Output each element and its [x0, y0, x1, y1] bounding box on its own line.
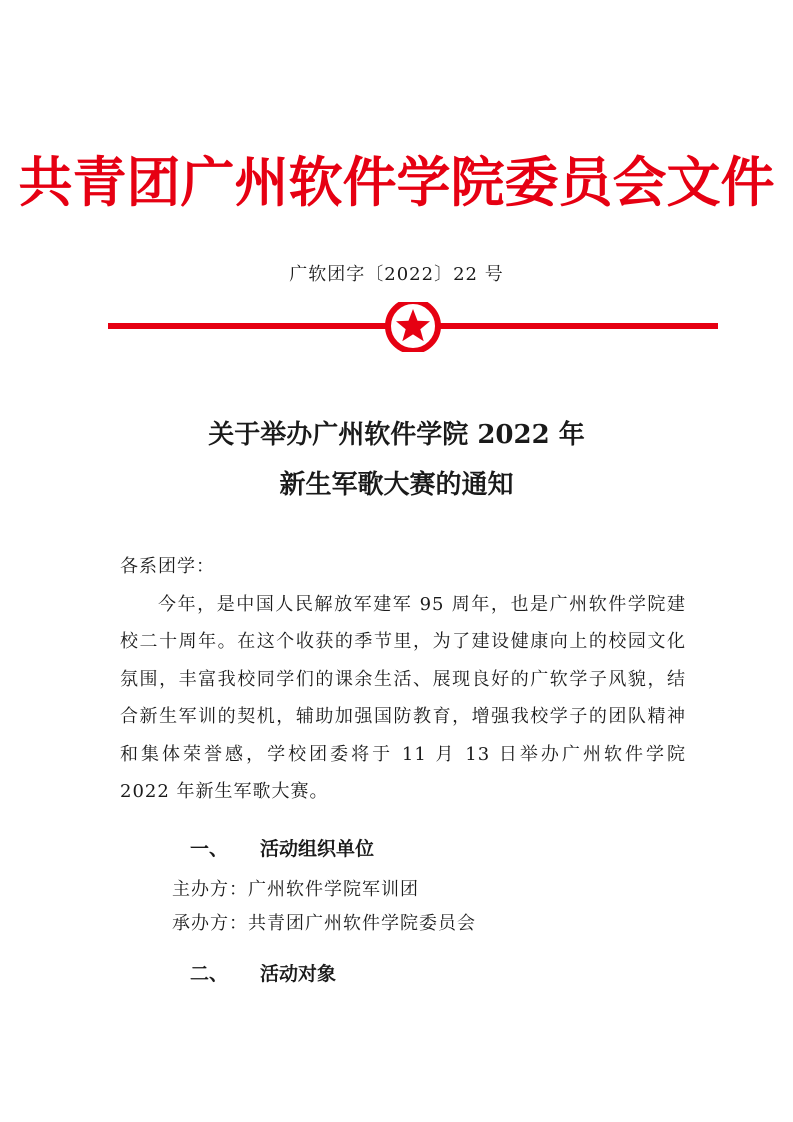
notice-title-line-1: 关于举办广州软件学院 2022 年: [208, 420, 585, 450]
document-number: 广软团字〔2022〕22 号: [289, 264, 504, 285]
section-heading-1: [190, 835, 374, 863]
notice-body: [120, 548, 686, 811]
notice-title: [0, 410, 793, 510]
salutation: 各系团学：: [120, 556, 215, 577]
section-number: 二、: [190, 963, 229, 985]
red-star-in-circle-icon: [388, 302, 438, 351]
red-divider: [108, 302, 718, 352]
organizer-line: 主办方：广州软件学院军训团: [172, 879, 419, 900]
section-title: 活动对象: [260, 963, 337, 985]
divider-line-left: [108, 323, 386, 329]
section-heading-2: [190, 960, 336, 988]
notice-title-line-2: 新生军歌大赛的通知: [279, 470, 514, 500]
section-title: 活动组织单位: [260, 838, 375, 860]
intro-paragraph: 今年，是中国人民解放军建军 95 周年，也是广州软件学院建校二十周年。在这个收获的季节里，为了建设健康向上的校园文化氛围，丰富我校同学们的课余生活、展现良好的广软学子风貌，结合新生军训的契机，辅助加强国防教育，增强我校学子的团队精神和集体荣誉感，学校团委将于 11 月 13 日举办广州软件学院 2022 年新生军歌大赛。: [120, 593, 686, 802]
co-organizer-line: 承办方：共青团广州软件学院委员会: [172, 913, 476, 934]
section-number: 一、: [190, 838, 229, 860]
document-header-title: 共青团广州软件学院委员会文件: [18, 151, 775, 214]
divider-line-right: [440, 323, 718, 329]
